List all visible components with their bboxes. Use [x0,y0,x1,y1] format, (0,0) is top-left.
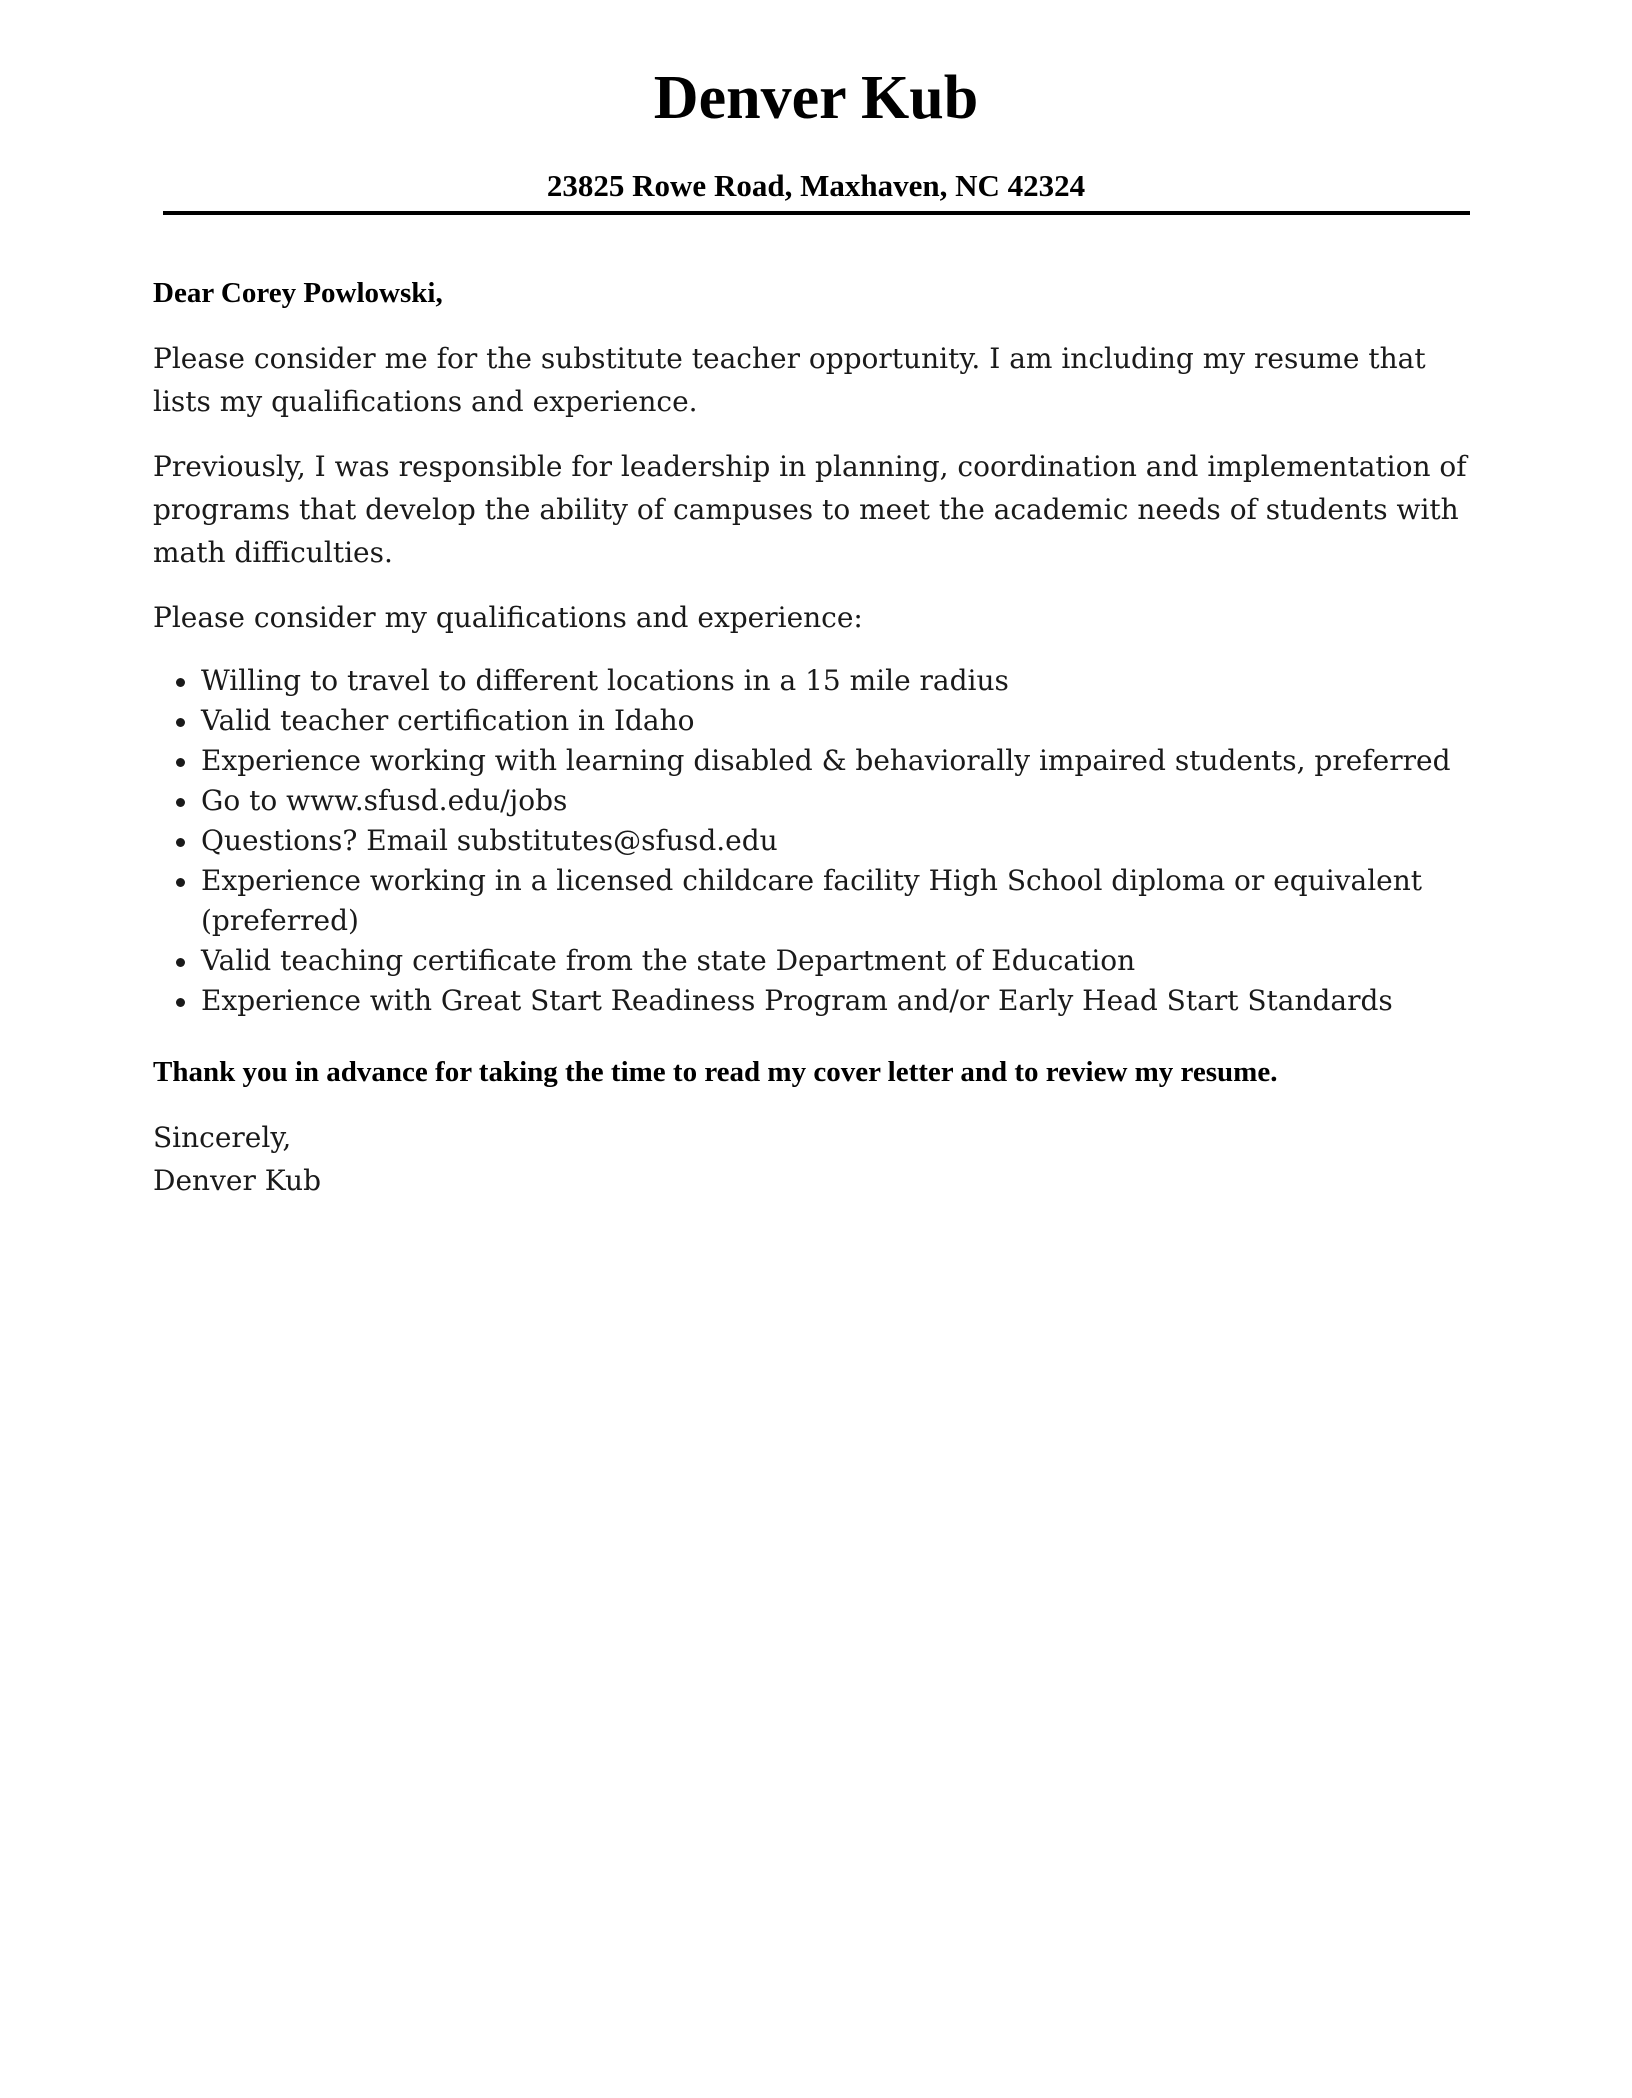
list-item [153,981,1483,1021]
signoff: Sincerely, [153,1121,292,1154]
list-item [153,661,1483,701]
bullet-icon [176,958,185,967]
bullet-icon [176,718,185,727]
bullet-icon [176,878,185,887]
list-item [153,821,1483,861]
qualifications-list [153,661,1483,1021]
list-item [153,741,1483,781]
letter-body [153,272,1483,1202]
signature-name: Denver Kub [153,1164,321,1197]
list-item-text: Willing to travel to different locations in a 15 mile radius [201,664,1009,697]
list-item-text: Questions? Email substitutes@sfusd.edu [201,824,778,857]
paragraph-qualifications-lead: Please consider my qualifications and experience: [153,601,863,634]
bullet-icon [176,838,185,847]
bullet-icon [176,678,185,687]
bullet-icon [176,798,185,807]
bullet-icon [176,998,185,1007]
list-item [153,941,1483,981]
list-item-text: Experience with Great Start Readiness Program and/or Early Head Start Standards [201,984,1393,1017]
list-item-text: Experience working with learning disabled & behaviorally impaired students, preferred [201,744,1451,777]
bullet-icon [176,758,185,767]
sender-name: Denver Kub [653,64,979,132]
list-item-text: Go to www.sfusd.edu/jobs [201,784,568,817]
list-item [153,781,1483,821]
list-item [153,861,1483,941]
header-divider [163,211,1470,215]
closing-statement: Thank you in advance for taking the time to read my cover letter and to review my resume. [153,1056,1278,1088]
paragraph-experience: Previously, I was responsible for leadership in planning, coordination and implementation of programs that develop the ability of campuses to meet the academic needs of students with math difficulties. [153,450,1467,569]
paragraph-intro: Please consider me for the substitute teacher opportunity. I am including my resume that lists my qualifications and experience. [153,342,1426,418]
list-item [153,701,1483,741]
sender-address: 23825 Rowe Road, Maxhaven, NC 42324 [546,168,1086,203]
salutation: Dear Corey Powlowski, [153,277,443,309]
list-item-text: Valid teaching certificate from the state Department of Education [201,944,1136,977]
list-item-text: Experience working in a licensed childcare facility High School diploma or equivalent (preferred) [201,864,1423,937]
list-item-text: Valid teacher certification in Idaho [201,704,695,737]
